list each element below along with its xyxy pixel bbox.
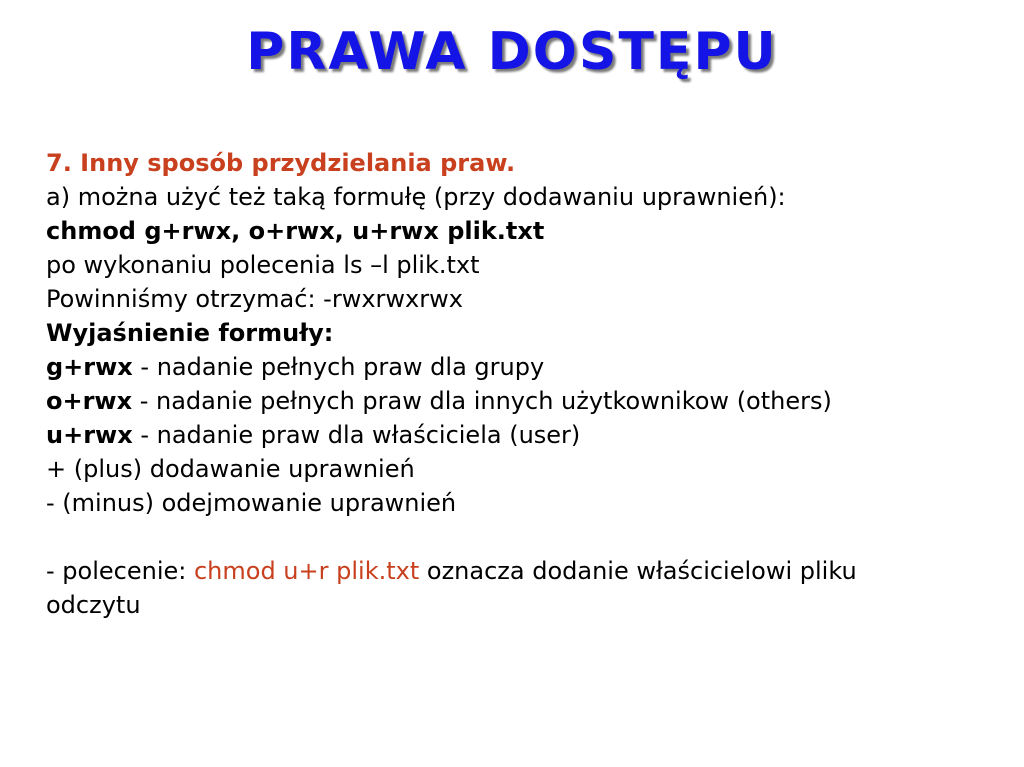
- o-rwx-desc: - nadanie pełnych praw dla innych użytkownikow (others): [132, 387, 832, 415]
- should-get-line: Powinniśmy otrzymać: -rwxrwxrwx: [46, 285, 463, 313]
- plus-line: + (plus) dodawanie uprawnień: [46, 455, 415, 483]
- chmod-formula: chmod g+rwx, o+rwx, u+rwx plik.txt: [46, 217, 545, 245]
- command-example-line: [46, 554, 1006, 588]
- command-prefix: - polecenie:: [46, 557, 194, 585]
- g-rwx-desc: - nadanie pełnych praw dla grupy: [132, 353, 545, 381]
- u-rwx-code: u+rwx: [46, 421, 133, 449]
- command-continuation: odczytu: [46, 591, 141, 619]
- explain-heading: Wyjaśnienie formuły:: [46, 319, 334, 347]
- u-rwx-line: [46, 418, 1006, 452]
- u-rwx-desc: - nadanie praw dla właściciela (user): [132, 421, 581, 449]
- g-rwx-line: [46, 350, 1006, 384]
- section-heading: 7. Inny sposób przydzielania praw.: [46, 149, 516, 177]
- line-a: a) można użyć też taką formułę (przy dodawaniu uprawnień):: [46, 183, 786, 211]
- minus-line: - (minus) odejmowanie uprawnień: [46, 489, 457, 517]
- command-suffix: oznacza dodanie właścicielowi pliku: [419, 557, 857, 585]
- slide-title: PRAWA DOSTĘPU: [246, 22, 778, 82]
- o-rwx-line: [46, 384, 1006, 418]
- slide-body: [46, 146, 1006, 622]
- spacer: [46, 520, 1006, 554]
- command-example: chmod u+r plik.txt: [193, 557, 420, 585]
- after-exec-line: po wykonaniu polecenia ls –l plik.txt: [46, 251, 480, 279]
- o-rwx-code: o+rwx: [46, 387, 133, 415]
- g-rwx-code: g+rwx: [46, 353, 133, 381]
